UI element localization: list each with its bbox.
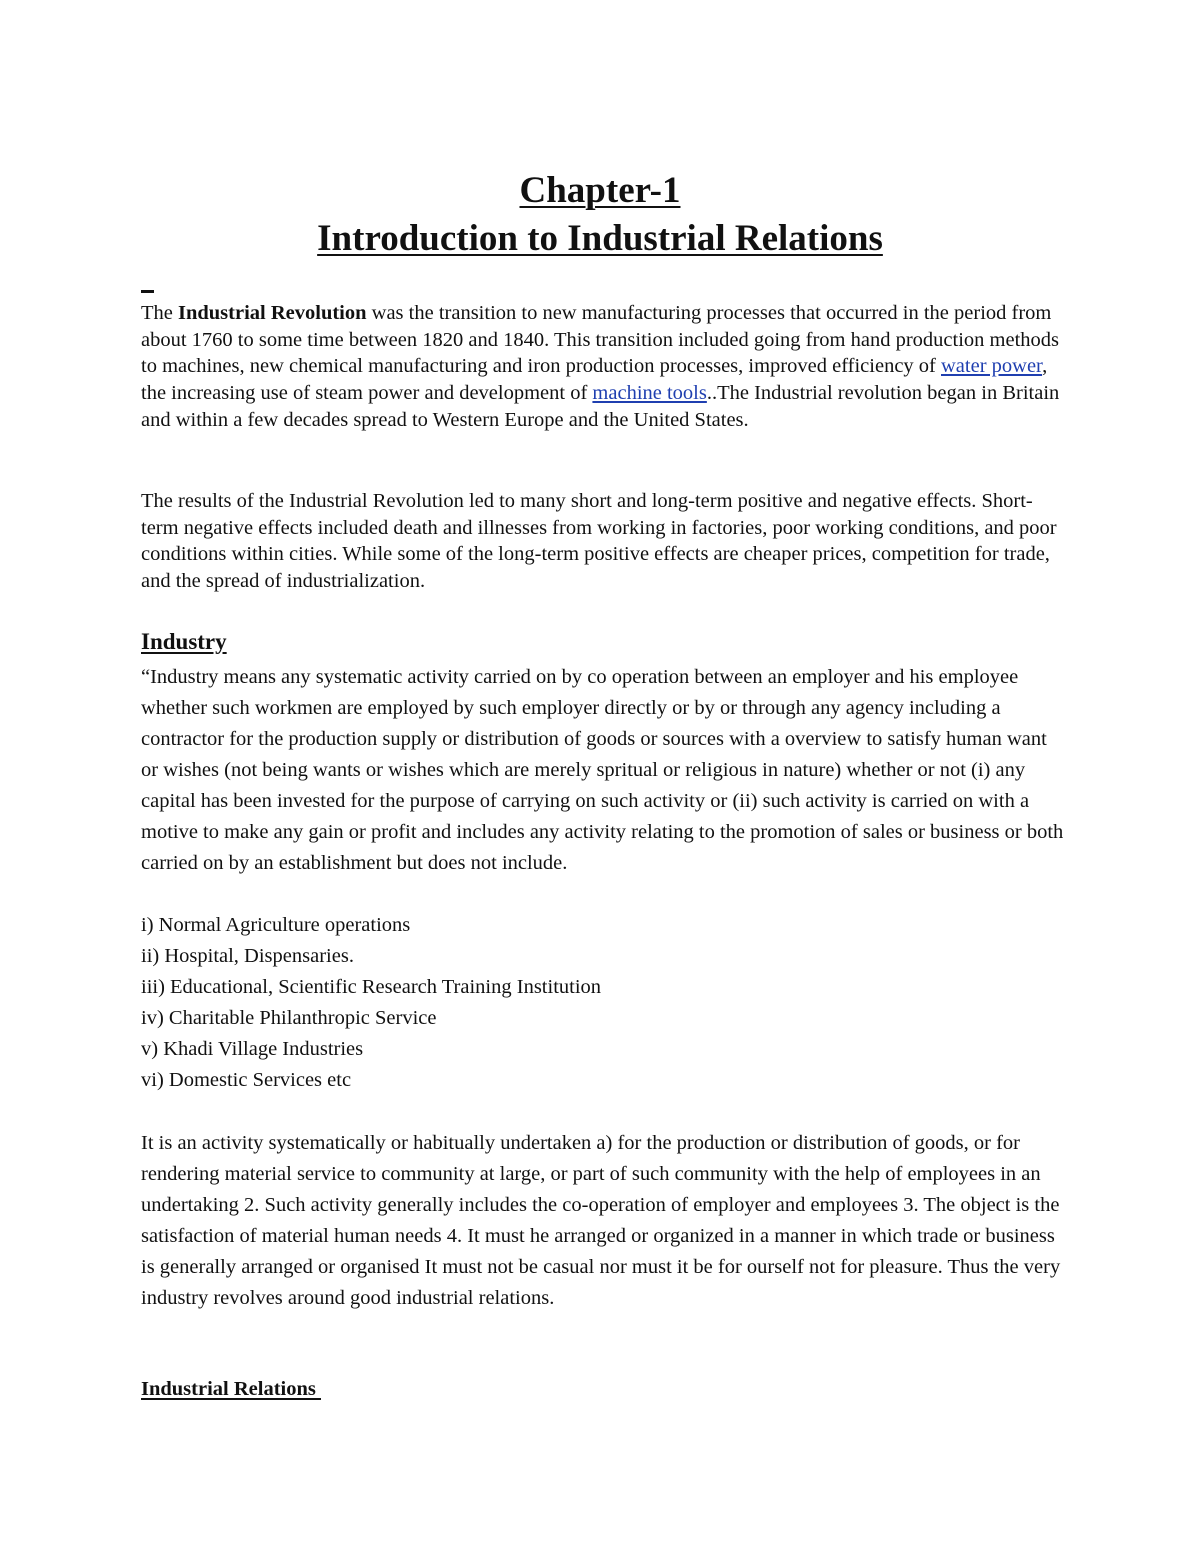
list-item: i) Normal Agriculture operations [141, 914, 411, 936]
industry-definition: “Industry means any systematic activity carried on by co operation between an employer and his employee whether such workmen are employed by such employer directly or by or through any agency including a contractor for the production supply or distribution of goods or sources with a overview to satisfy human want or wishes (not being wants or wishes which are merely spritual or religious in nature) whether or not (i) any capital has been invested for the purpose of carrying on such activity or (ii) such activity is carried on with a motive to make any gain or profit and includes any activity relating to the promotion of sales or business or both carried on by an establishment but does not include. [141, 666, 1064, 874]
industrial-relations-heading: Industrial Relations [141, 1378, 321, 1400]
link-machine-tools[interactable]: machine tools [592, 382, 707, 405]
bold-term: Industrial Revolution [178, 302, 367, 324]
list-item: vi) Domestic Services etc [141, 1069, 352, 1091]
chapter-title: Introduction to Industrial Relations [317, 217, 883, 259]
list-item: v) Khadi Village Industries [141, 1038, 364, 1060]
intro-paragraph-2: The results of the Industrial Revolution led to many short and long-term positive and negative effects. Short-term negative effects included death and illnesses from working in factories, poor working conditions, and poor conditions within cities. While some of the long-term positive effects are cheaper prices, competition for trade, and the spread of industrialization. [141, 490, 1057, 593]
chapter-number: Chapter-1 [519, 169, 681, 211]
list-item: ii) Hospital, Dispensaries. [141, 945, 354, 967]
industry-heading: Industry [141, 629, 227, 654]
text-run: The [141, 302, 178, 324]
list-item: iii) Educational, Scientific Research Training Institution [141, 976, 602, 998]
list-item: iv) Charitable Philanthropic Service [141, 1007, 437, 1029]
text-run: , the increasing use of steam power and development of [141, 355, 1048, 405]
exclusion-list [141, 910, 601, 1096]
link-water-power[interactable]: water power [941, 355, 1043, 378]
chapter-heading [0, 167, 1200, 263]
industry-activity-paragraph: It is an activity systematically or habitually undertaken a) for the production or distribution of goods, or for rendering material service to community at large, or part of such community with the help of employees in an undertaking 2. Such activity generally includes the co-operation of employer and employees 3. The object is the satisfaction of material human needs 4. It must he arranged or organized in a manner in which trade or business is generally arranged or organised It must not be casual nor must it be for ourself not for pleasure. Thus the very industry revolves around good industrial relations. [141, 1132, 1061, 1309]
intro-paragraph-1 [141, 300, 1061, 434]
text-run: ..The Industrial revolution began in Britain and within a few decades spread to Western Europe and the United States. [141, 382, 1060, 431]
bullet-mark [141, 290, 154, 293]
text-run: was the transition to new manufacturing processes that occurred in the period from about 1760 to some time between 1820 and 1840. This transition included going from hand production methods to machines, new chemical manufacturing and iron production processes, improved efficiency of [141, 302, 1059, 378]
